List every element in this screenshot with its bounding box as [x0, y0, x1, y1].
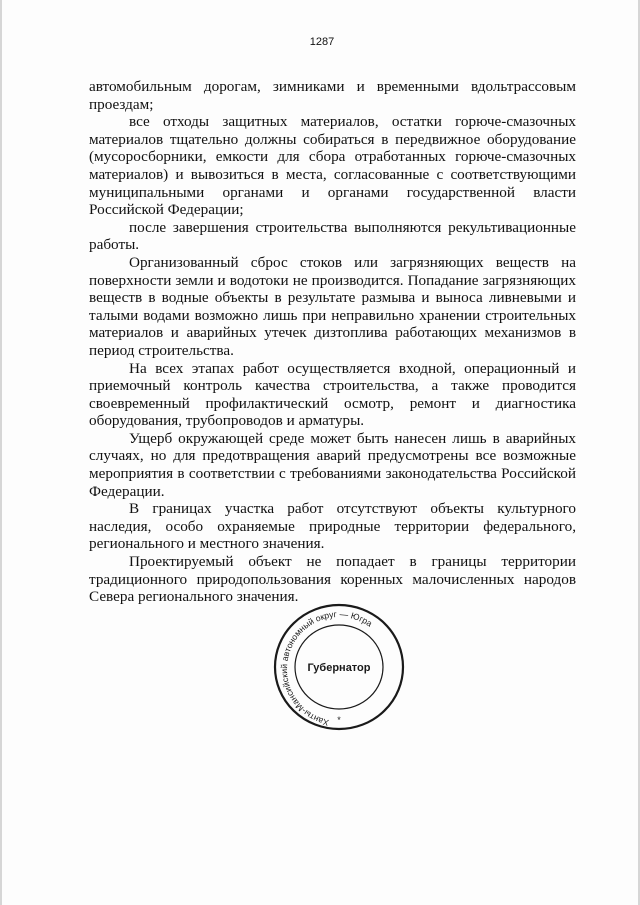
governor-seal-stamp [266, 600, 412, 734]
paragraph-1: автомобильным дорогам, зимниками и временными вдольтрассовым проездам; [89, 78, 576, 113]
paragraph-2: все отходы защитных материалов, остатки горюче-смазочных материалов тщательно должны собираться в передвижное оборудование (мусоросборники, емкости для сбора отработанных горюче-смазочных материалов) и вывозиться в места, согласованные с соответствующими муниципальными органами и органами государственной власти Российской Федерации; [89, 113, 576, 219]
page-number: 1287 [309, 36, 335, 48]
paragraph-3: после завершения строительства выполняются рекультивационные работы. [89, 218, 576, 254]
seal-ring-text: Ханты-Мансийский автономный округ — Югра [278, 608, 375, 728]
document-body [89, 78, 576, 606]
paragraph-8: Проектируемый объект не попадает в границы территории традиционного природопользования коренных малочисленных народов Севера регионального значения. [89, 553, 576, 606]
seal-star-icon: * [337, 715, 341, 725]
paragraph-5: На всех этапах работ осуществляется входной, операционный и приемочный контроль качества строительства, а также проводится своевременный профилактический осмотр, ремонт и диагностика оборудования, трубопроводов и арматуры. [89, 359, 576, 430]
paragraph-4: Организованный сброс стоков или загрязняющих веществ на поверхности земли и водотоки не производится. Попадание загрязняющих веществ в водные объекты в результате размыва и выноса ливневыми и талыми водами возможно лишь при неправильно хранении строительных материалов и аварийных утечек дизтоплива работающих механизмов в период строительства. [89, 253, 576, 359]
paragraph-7: В границах участка работ отсутствуют объекты культурного наследия, особо охраняемые природные территории федерального, регионального и местного значения. [89, 500, 576, 553]
seal-center-text: Губернатор [307, 662, 371, 674]
paragraph-6: Ущерб окружающей среде может быть нанесен лишь в аварийных случаях, но для предотвращения аварий предусмотрены все возможные мероприятия в соответствии с требованиями законодательства Российской Федерации. [89, 429, 576, 500]
